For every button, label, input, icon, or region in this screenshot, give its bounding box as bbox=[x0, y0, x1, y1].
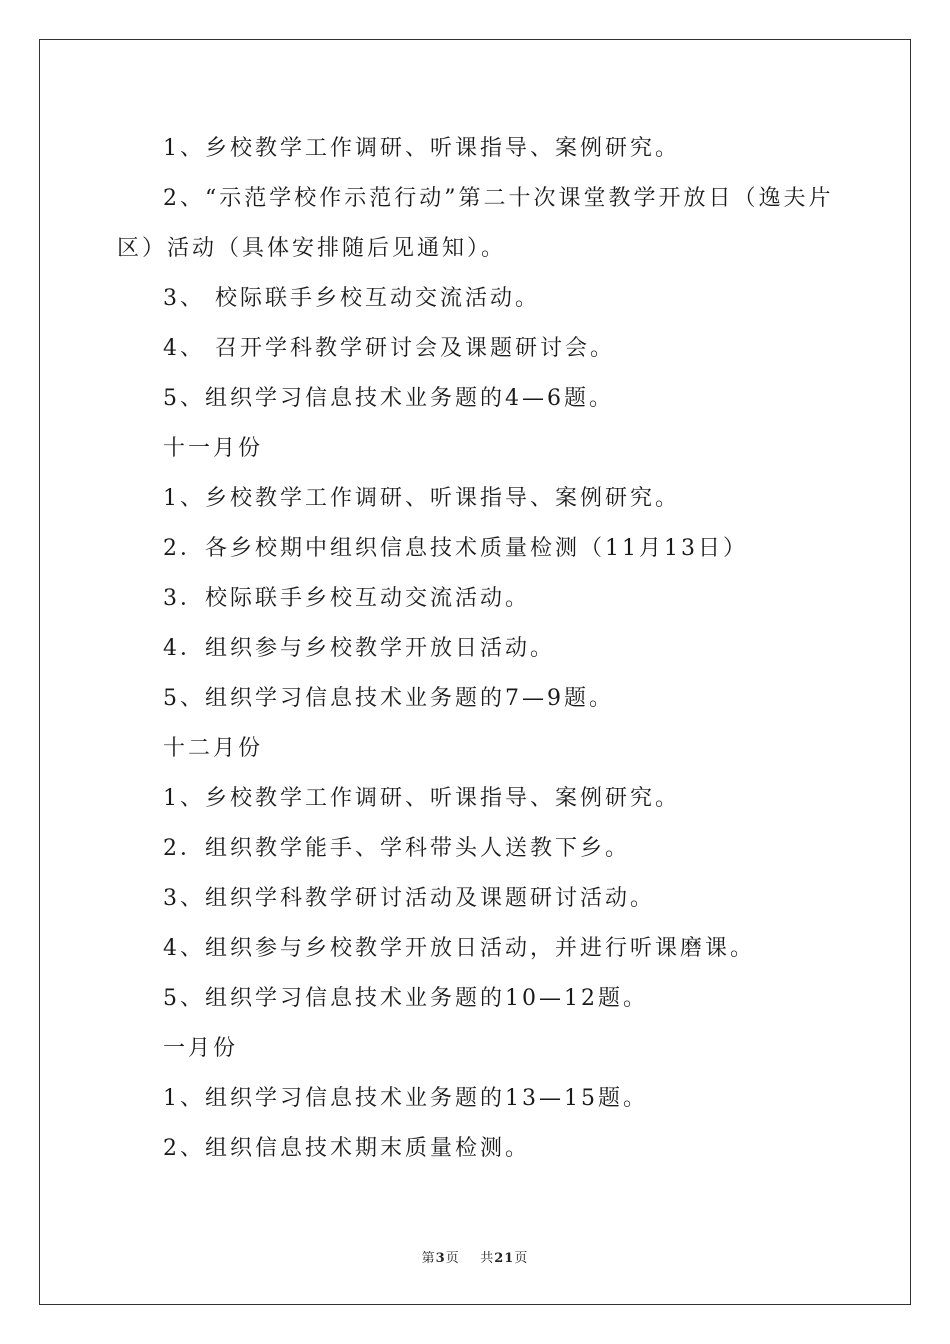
paragraph: 1、组织学习信息技术业务题的13—15题。 bbox=[163, 1086, 648, 1111]
page-prefix: 第 bbox=[421, 1251, 436, 1266]
paragraph: 3、组织学科教学研讨活动及课题研讨活动。 bbox=[163, 886, 655, 911]
section-heading: 十一月份 bbox=[163, 436, 264, 461]
paragraph: 5、组织学习信息技术业务题的10—12题。 bbox=[163, 986, 648, 1011]
paragraph: 5、组织学习信息技术业务题的7—9题。 bbox=[163, 686, 614, 711]
paragraph: 3．校际联手乡校互动交流活动。 bbox=[163, 586, 530, 611]
section-heading: 十二月份 bbox=[163, 736, 264, 761]
paragraph: 2．各乡校期中组织信息技术质量检测（11月13日） bbox=[163, 536, 748, 561]
paragraph: 4、 召开学科教学研讨会及课题研讨会。 bbox=[163, 336, 615, 361]
page-footer bbox=[0, 1247, 950, 1266]
paragraph: 1、乡校教学工作调研、听课指导、案例研究。 bbox=[163, 486, 680, 511]
total-pages: 21 bbox=[494, 1251, 515, 1266]
paragraph: 3、 校际联手乡校互动交流活动。 bbox=[163, 286, 540, 311]
paragraph: 4、组织参与乡校教学开放日活动，并进行听课磨课。 bbox=[163, 936, 755, 961]
total-suffix: 页 bbox=[514, 1251, 529, 1266]
page-suffix: 页 bbox=[445, 1251, 460, 1266]
paragraph: 4．组织参与乡校教学开放日活动。 bbox=[163, 636, 555, 661]
total-prefix: 共 bbox=[480, 1251, 495, 1266]
paragraph: 2、组织信息技术期末质量检测。 bbox=[163, 1136, 530, 1161]
document-body bbox=[117, 124, 837, 1174]
paragraph: 1、乡校教学工作调研、听课指导、案例研究。 bbox=[163, 786, 680, 811]
paragraph: 2、“示范学校作示范行动”第二十次课堂教学开放日（逸夫片区）活动（具体安排随后见通知）。 bbox=[117, 186, 834, 261]
section-heading: 一月份 bbox=[163, 1036, 239, 1061]
paragraph: 2．组织教学能手、学科带头人送教下乡。 bbox=[163, 836, 630, 861]
paragraph: 5、组织学习信息技术业务题的4—6题。 bbox=[163, 386, 614, 411]
paragraph: 1、乡校教学工作调研、听课指导、案例研究。 bbox=[163, 136, 680, 161]
page-number: 3 bbox=[435, 1251, 446, 1266]
